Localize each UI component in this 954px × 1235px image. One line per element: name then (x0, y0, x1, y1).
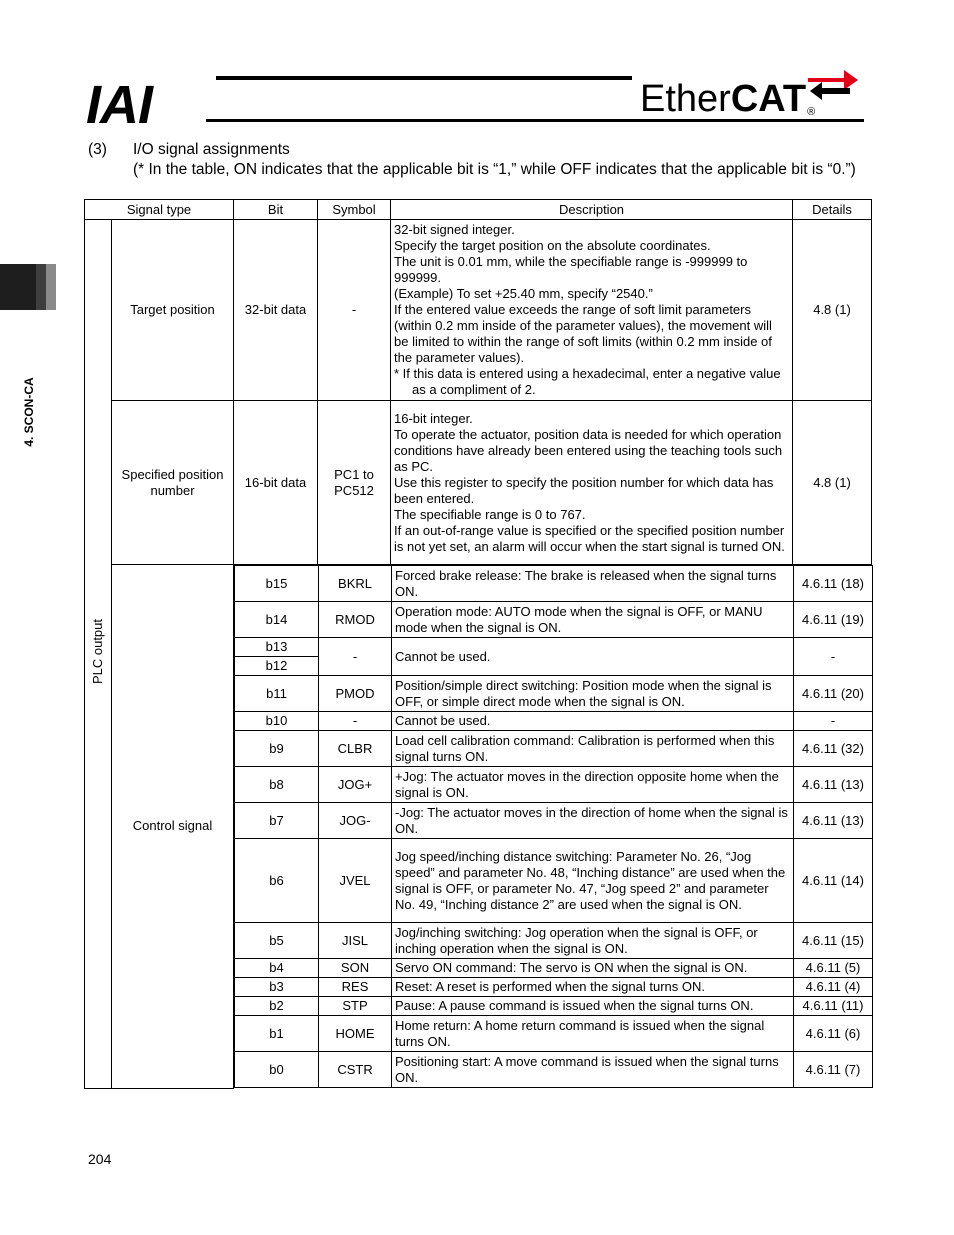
description-cell: Pause: A pause command is issued when the signal turns ON. (392, 997, 794, 1016)
ethercat-logo (640, 80, 815, 118)
control-signal-block (234, 565, 872, 1089)
details-cell: 4.8 (1) (793, 401, 872, 565)
chapter-tab-light (46, 264, 56, 310)
ethercat-arrows-icon (800, 66, 860, 106)
table-row (85, 401, 872, 565)
desc-line: (Example) To set +25.40 mm, specify “2540.” (394, 286, 653, 301)
details-cell: 4.6.11 (15) (794, 923, 873, 959)
section-note: (* In the table, ON indicates that the applicable bit is “1,” while OFF indicates that the applicable bit is “0.”) (133, 161, 856, 178)
description-cell: +Jog: The actuator moves in the direction opposite home when the signal is ON. (392, 767, 794, 803)
table-row (235, 803, 873, 839)
table-row (235, 676, 873, 712)
bit-cell: b10 (235, 712, 319, 731)
chapter-tab-mid (36, 264, 46, 310)
desc-line: 32-bit signed integer. (394, 222, 515, 237)
table-row (235, 959, 873, 978)
section-title: I/O signal assignments (133, 141, 290, 158)
bit-cell: b8 (235, 767, 319, 803)
details-cell: 4.6.11 (4) (794, 978, 873, 997)
symbol-cell: - (318, 220, 391, 401)
details-cell: 4.6.11 (32) (794, 731, 873, 767)
description-cell: Reset: A reset is performed when the signal turns ON. (392, 978, 794, 997)
table-row (85, 565, 872, 1089)
table-row (235, 839, 873, 923)
chapter-label: 4. SCON-CA (22, 377, 36, 447)
table-row (235, 1052, 873, 1088)
table-row (235, 1016, 873, 1052)
bit-cell: b11 (235, 676, 319, 712)
symbol-cell: HOME (319, 1016, 392, 1052)
symbol-cell: - (319, 712, 392, 731)
description-cell (391, 220, 793, 401)
signal-type-cell: Specified position number (112, 401, 234, 565)
bit-cell: b9 (235, 731, 319, 767)
details-cell: - (794, 638, 873, 676)
bit-cell: 32-bit data (234, 220, 318, 401)
symbol-cell: BKRL (319, 566, 392, 602)
symbol-cell: - (319, 638, 392, 676)
desc-line: 16-bit integer. (394, 410, 473, 426)
header-rule-top (216, 76, 632, 80)
bit-cell: b0 (235, 1052, 319, 1088)
bit-cell: b13 (235, 638, 319, 657)
header-description: Description (391, 200, 793, 220)
details-cell: 4.6.11 (7) (794, 1052, 873, 1088)
io-signal-table (84, 199, 872, 1089)
group-cell (85, 220, 112, 1089)
desc-line: The specifiable range is 0 to 767. (394, 506, 586, 522)
control-signal-table (234, 565, 873, 1088)
description-cell: Jog/inching switching: Jog operation when the signal is OFF, or inching operation when the signal is ON. (392, 923, 794, 959)
details-cell: 4.6.11 (6) (794, 1016, 873, 1052)
desc-note-line: * If this data is entered using a hexadecimal, enter a negative value as a compliment of 2. (394, 366, 781, 397)
bit-cell: b5 (235, 923, 319, 959)
signal-type-cell: Control signal (112, 565, 234, 1089)
chapter-tab-dark (0, 264, 36, 310)
bit-cell: b15 (235, 566, 319, 602)
symbol-cell: RMOD (319, 602, 392, 638)
table-row (235, 712, 873, 731)
details-cell: 4.6.11 (5) (794, 959, 873, 978)
details-cell: 4.8 (1) (793, 220, 872, 401)
details-cell: 4.6.11 (19) (794, 602, 873, 638)
desc-line: The unit is 0.01 mm, while the specifiable range is -999999 to 999999. (394, 254, 748, 285)
bit-cell: b1 (235, 1016, 319, 1052)
section-number: (3) (88, 141, 107, 158)
details-cell: - (794, 712, 873, 731)
bit-cell: 16-bit data (234, 401, 318, 565)
symbol-cell: JOG- (319, 803, 392, 839)
description-cell: Positioning start: A move command is issued when the signal turns ON. (392, 1052, 794, 1088)
desc-line: Use this register to specify the position number for which data has been entered. (394, 474, 774, 506)
iai-logo: IAI (86, 75, 153, 135)
symbol-cell: STP (319, 997, 392, 1016)
symbol-cell: PMOD (319, 676, 392, 712)
symbol-cell: PC1 to PC512 (318, 401, 391, 565)
symbol-cell: JVEL (319, 839, 392, 923)
header-symbol: Symbol (318, 200, 391, 220)
description-cell: Home return: A home return command is issued when the signal turns ON. (392, 1016, 794, 1052)
table-row (235, 767, 873, 803)
symbol-cell: JISL (319, 923, 392, 959)
bit-cell: b4 (235, 959, 319, 978)
desc-line: If the entered value exceeds the range of soft limit parameters (within 0.2 mm inside of the parameter values), the movement will be limited to within the range of soft limits (within 0.2 mm inside of the parameter values). (394, 302, 772, 365)
ethercat-logo-ether: Ether (640, 78, 731, 120)
table-row (235, 923, 873, 959)
registered-mark: ® (807, 106, 816, 118)
table-row (235, 731, 873, 767)
description-cell: Forced brake release: The brake is released when the signal turns ON. (392, 566, 794, 602)
description-cell: -Jog: The actuator moves in the direction of home when the signal is ON. (392, 803, 794, 839)
description-cell: Cannot be used. (392, 638, 794, 676)
details-cell: 4.6.11 (18) (794, 566, 873, 602)
details-cell: 4.6.11 (13) (794, 803, 873, 839)
header-bit: Bit (234, 200, 318, 220)
desc-line: To operate the actuator, position data is needed for which operation conditions have already been entered using the teaching tools such as PC. (394, 426, 783, 474)
table-header-row (85, 200, 872, 220)
details-cell: 4.6.11 (13) (794, 767, 873, 803)
bit-cell: b12 (235, 657, 319, 676)
symbol-cell: CLBR (319, 731, 392, 767)
details-cell: 4.6.11 (11) (794, 997, 873, 1016)
description-cell: Position/simple direct switching: Position mode when the signal is OFF, or simple direct mode when the signal is ON. (392, 676, 794, 712)
table-row (235, 602, 873, 638)
bit-cell: b2 (235, 997, 319, 1016)
description-cell: Cannot be used. (392, 712, 794, 731)
page-number: 204 (88, 1151, 112, 1167)
symbol-cell: JOG+ (319, 767, 392, 803)
description-cell: Load cell calibration command: Calibration is performed when this signal turns ON. (392, 731, 794, 767)
bit-cell: b7 (235, 803, 319, 839)
description-cell: Jog speed/inching distance switching: Parameter No. 26, “Jog speed” and parameter No. 48, “Inching distance” are used when the signal is OFF, or parameter No. 47, “Jog speed 2” and parameter No. 49, “Inching distance 2” are used when the signal is ON. (392, 839, 794, 923)
table-row (85, 220, 872, 401)
symbol-cell: CSTR (319, 1052, 392, 1088)
description-cell (391, 401, 793, 565)
table-row (235, 978, 873, 997)
table-row (235, 997, 873, 1016)
description-cell: Servo ON command: The servo is ON when the signal is ON. (392, 959, 794, 978)
group-label: PLC output (90, 619, 105, 685)
bit-cell: b6 (235, 839, 319, 923)
description-cell: Operation mode: AUTO mode when the signal is OFF, or MANU mode when the signal is ON. (392, 602, 794, 638)
signal-type-cell: Target position (112, 220, 234, 401)
ethercat-logo-cat: CAT (730, 78, 807, 120)
details-cell: 4.6.11 (14) (794, 839, 873, 923)
table-row (235, 566, 873, 602)
header-signal-type: Signal type (85, 200, 234, 220)
symbol-cell: RES (319, 978, 392, 997)
bit-cell: b14 (235, 602, 319, 638)
bit-cell: b3 (235, 978, 319, 997)
details-cell: 4.6.11 (20) (794, 676, 873, 712)
desc-line: Specify the target position on the absolute coordinates. (394, 238, 711, 253)
header-details: Details (793, 200, 872, 220)
desc-line: If an out-of-range value is specified or the specified position number is not yet set, an alarm will occur when the start signal is turned ON. (394, 522, 785, 554)
symbol-cell: SON (319, 959, 392, 978)
table-row (235, 638, 873, 657)
